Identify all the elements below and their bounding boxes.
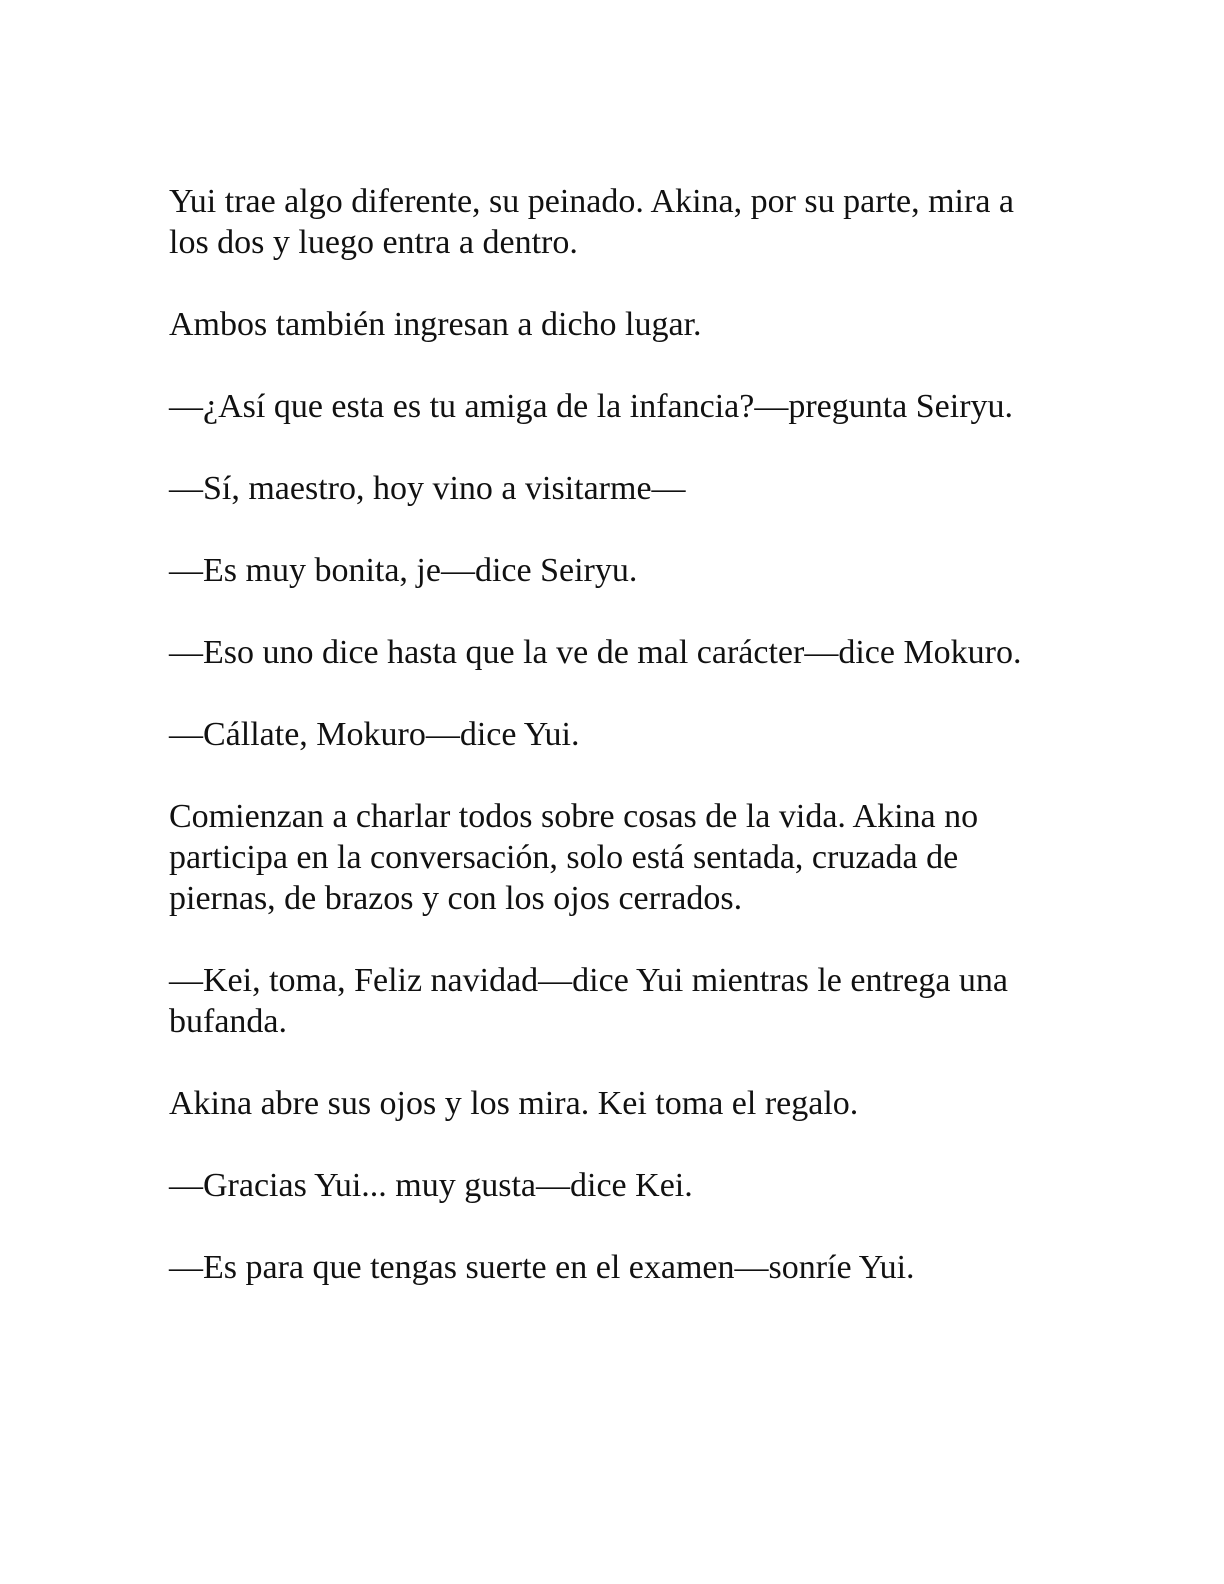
paragraph-3: —¿Así que esta es tu amiga de la infancia?—pregunta Seiryu.	[169, 388, 1014, 425]
document-page	[169, 181, 1049, 1288]
paragraph-12: —Es para que tengas suerte en el examen—sonríe Yui.	[169, 1249, 915, 1286]
paragraph-4: —Sí, maestro, hoy vino a visitarme—	[169, 470, 686, 507]
paragraph-9: —Kei, toma, Feliz navidad—dice Yui mientras le entrega una bufanda.	[169, 962, 1009, 1040]
paragraph-6: —Eso uno dice hasta que la ve de mal carácter—dice Mokuro.	[169, 634, 1022, 671]
paragraph-2: Ambos también ingresan a dicho lugar.	[169, 306, 702, 343]
paragraph-11: —Gracias Yui... muy gusta—dice Kei.	[169, 1167, 693, 1204]
paragraph-8: Comienzan a charlar todos sobre cosas de la vida. Akina no participa en la conversación, solo está sentada, cruzada de piernas, de brazos y con los ojos cerrados.	[169, 798, 979, 917]
paragraph-10: Akina abre sus ojos y los mira. Kei toma el regalo.	[169, 1085, 859, 1122]
paragraph-7: —Cállate, Mokuro—dice Yui.	[169, 716, 580, 753]
paragraph-1: Yui trae algo diferente, su peinado. Akina, por su parte, mira a los dos y luego entra a dentro.	[169, 183, 1015, 261]
paragraph-5: —Es muy bonita, je—dice Seiryu.	[169, 552, 638, 589]
